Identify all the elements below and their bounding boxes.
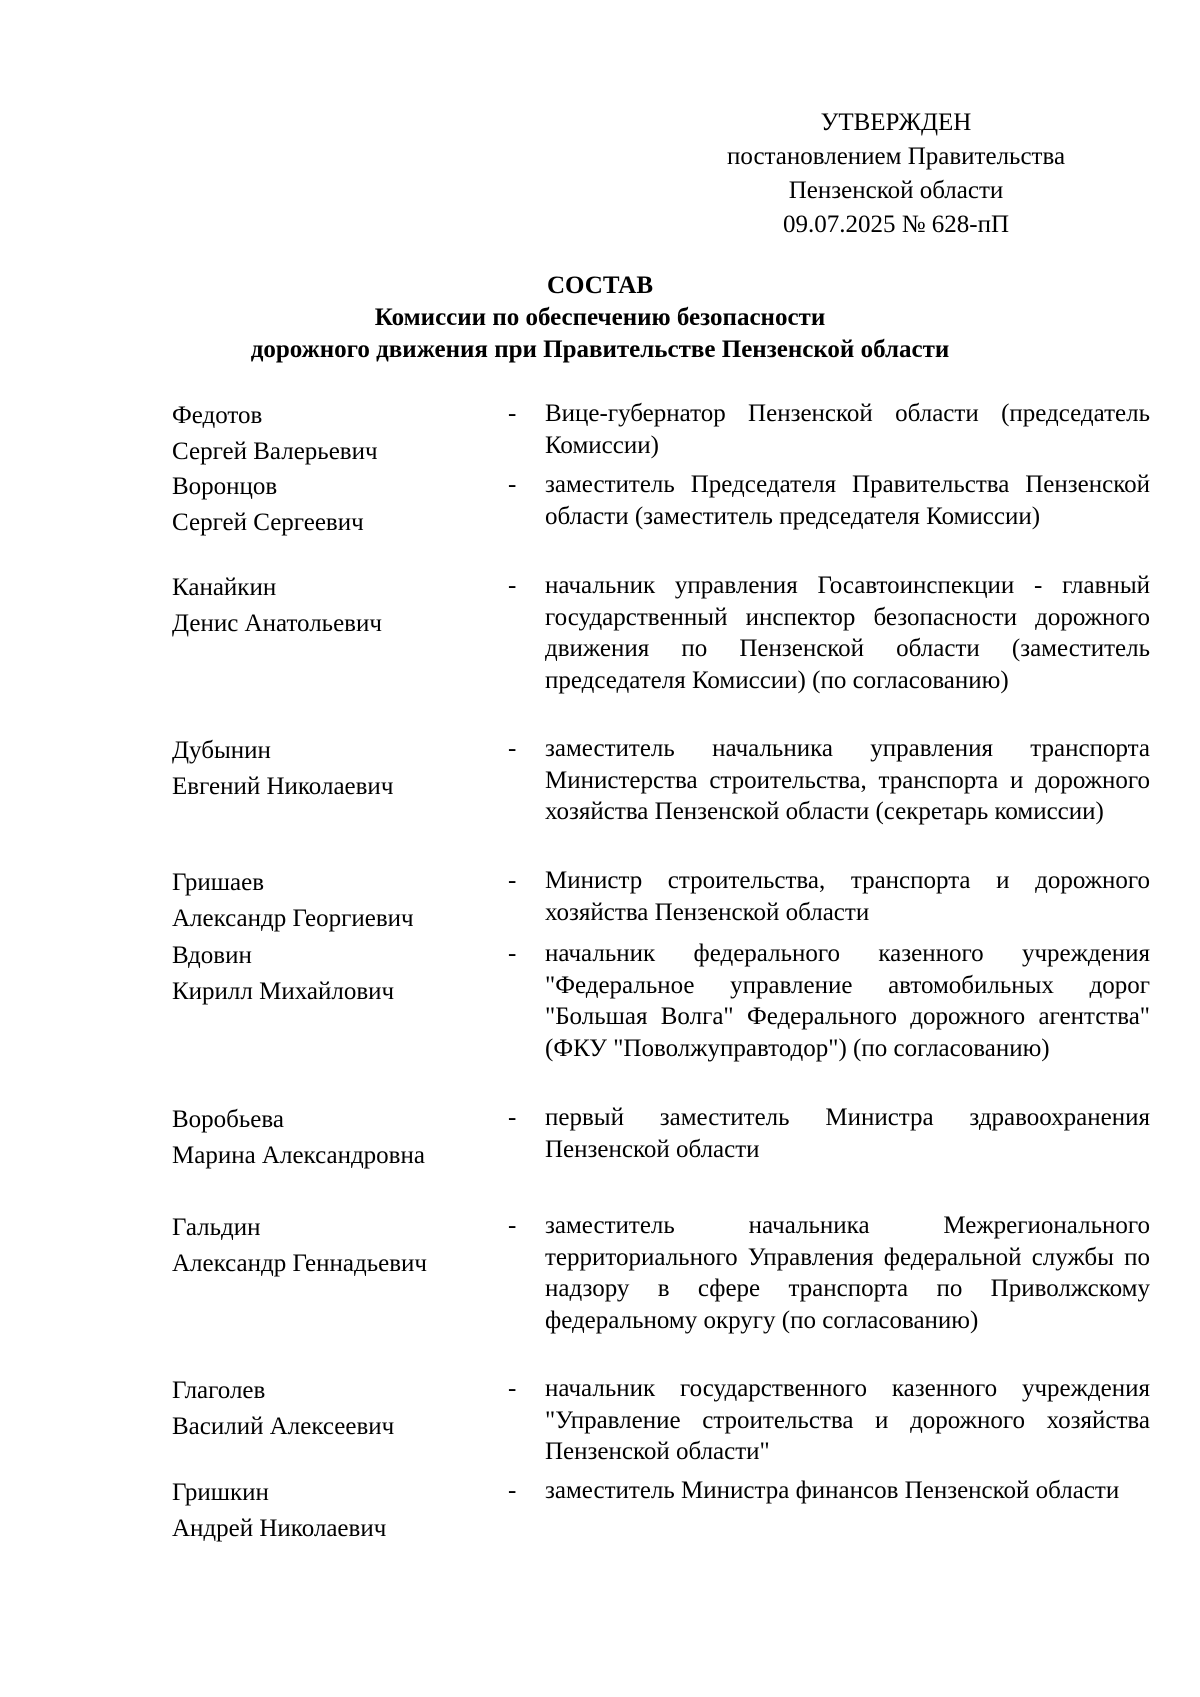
member-name bbox=[172, 570, 492, 642]
member-separator: - bbox=[508, 1104, 517, 1131]
member-role: Вице-губернатор Пензенской области (председатель Комиссии) bbox=[545, 400, 1150, 459]
member-name bbox=[172, 733, 492, 805]
member-separator: - bbox=[508, 1375, 517, 1402]
member-given-name: Марина Александровна bbox=[172, 1142, 425, 1169]
member-separator: - bbox=[508, 400, 517, 427]
member-surname: Воронцов bbox=[172, 473, 278, 500]
approval-stamp bbox=[726, 106, 1066, 242]
member-surname: Воробьева bbox=[172, 1106, 284, 1133]
member-separator: - bbox=[508, 471, 517, 498]
member-name bbox=[172, 1102, 492, 1174]
member-name bbox=[172, 865, 492, 937]
member-name bbox=[172, 938, 492, 1010]
member-given-name: Евгений Николаевич bbox=[172, 773, 394, 800]
member-role: первый заместитель Министра здравоохранения Пензенской области bbox=[545, 1104, 1150, 1163]
member-given-name: Василий Алексеевич bbox=[172, 1413, 395, 1440]
member-given-name: Сергей Валерьевич bbox=[172, 438, 378, 465]
member-surname: Гришаев bbox=[172, 869, 265, 896]
member-role: начальник управления Госавтоинспекции - главный государственный инспектор безопасности дорожного движения по Пензенской области (заместитель председателя Комиссии) (по согласованию) bbox=[545, 572, 1150, 694]
member-separator: - bbox=[508, 867, 517, 894]
member-surname: Дубынин bbox=[172, 737, 271, 764]
member-role: заместитель начальника управления транспорта Министерства строительства, транспорта и дорожного хозяйства Пензенской области (секретарь комиссии) bbox=[545, 735, 1150, 825]
member-name bbox=[172, 398, 492, 470]
member-name bbox=[172, 1373, 492, 1445]
approval-authority: постановлением Правительства bbox=[726, 143, 1066, 170]
member-name bbox=[172, 469, 492, 541]
member-given-name: Александр Георгиевич bbox=[172, 905, 414, 932]
member-role: начальник федерального казенного учреждения "Федеральное управление автомобильных дорог "Большая Волга" Федерального дорожного агентства" (ФКУ "Поволжуправтодор") (по согласованию) bbox=[545, 940, 1150, 1062]
member-role: заместитель начальника Межрегионального территориального Управления федеральной службы по надзору в сфере транспорта по Приволжскому федеральному округу (по согласованию) bbox=[545, 1212, 1150, 1334]
member-given-name: Кирилл Михайлович bbox=[172, 978, 395, 1005]
member-separator: - bbox=[508, 1212, 517, 1239]
member-given-name: Сергей Сергеевич bbox=[172, 509, 364, 536]
member-surname: Глаголев bbox=[172, 1377, 266, 1404]
member-role: заместитель Председателя Правительства Пензенской области (заместитель председателя Комиссии) bbox=[545, 471, 1150, 530]
document-title bbox=[0, 270, 1200, 366]
member-surname: Гальдин bbox=[172, 1214, 261, 1241]
member-role: начальник государственного казенного учреждения "Управление строительства и дорожного хозяйства Пензенской области" bbox=[545, 1375, 1150, 1465]
member-given-name: Александр Геннадьевич bbox=[172, 1250, 427, 1277]
approval-region: Пензенской области bbox=[788, 177, 1004, 204]
member-name bbox=[172, 1210, 492, 1282]
member-given-name: Денис Анатольевич bbox=[172, 610, 382, 637]
title-heading: СОСТАВ bbox=[546, 272, 654, 299]
approval-date-number: 09.07.2025 № 628-пП bbox=[782, 211, 1010, 238]
member-name bbox=[172, 1475, 492, 1547]
member-separator: - bbox=[508, 572, 517, 599]
member-separator: - bbox=[508, 735, 517, 762]
member-separator: - bbox=[508, 940, 517, 967]
title-line-2: дорожного движения при Правительстве Пензенской области bbox=[250, 336, 950, 363]
member-surname: Федотов bbox=[172, 402, 263, 429]
member-role: Министр строительства, транспорта и дорожного хозяйства Пензенской области bbox=[545, 867, 1150, 926]
member-separator: - bbox=[508, 1477, 517, 1504]
member-given-name: Андрей Николаевич bbox=[172, 1515, 387, 1542]
member-role: заместитель Министра финансов Пензенской области bbox=[545, 1477, 1120, 1504]
member-surname: Канайкин bbox=[172, 574, 277, 601]
title-line-1: Комиссии по обеспечению безопасности bbox=[374, 304, 826, 331]
member-surname: Вдовин bbox=[172, 942, 252, 969]
approval-status: УТВЕРЖДЕН bbox=[820, 109, 972, 136]
member-surname: Гришкин bbox=[172, 1479, 269, 1506]
